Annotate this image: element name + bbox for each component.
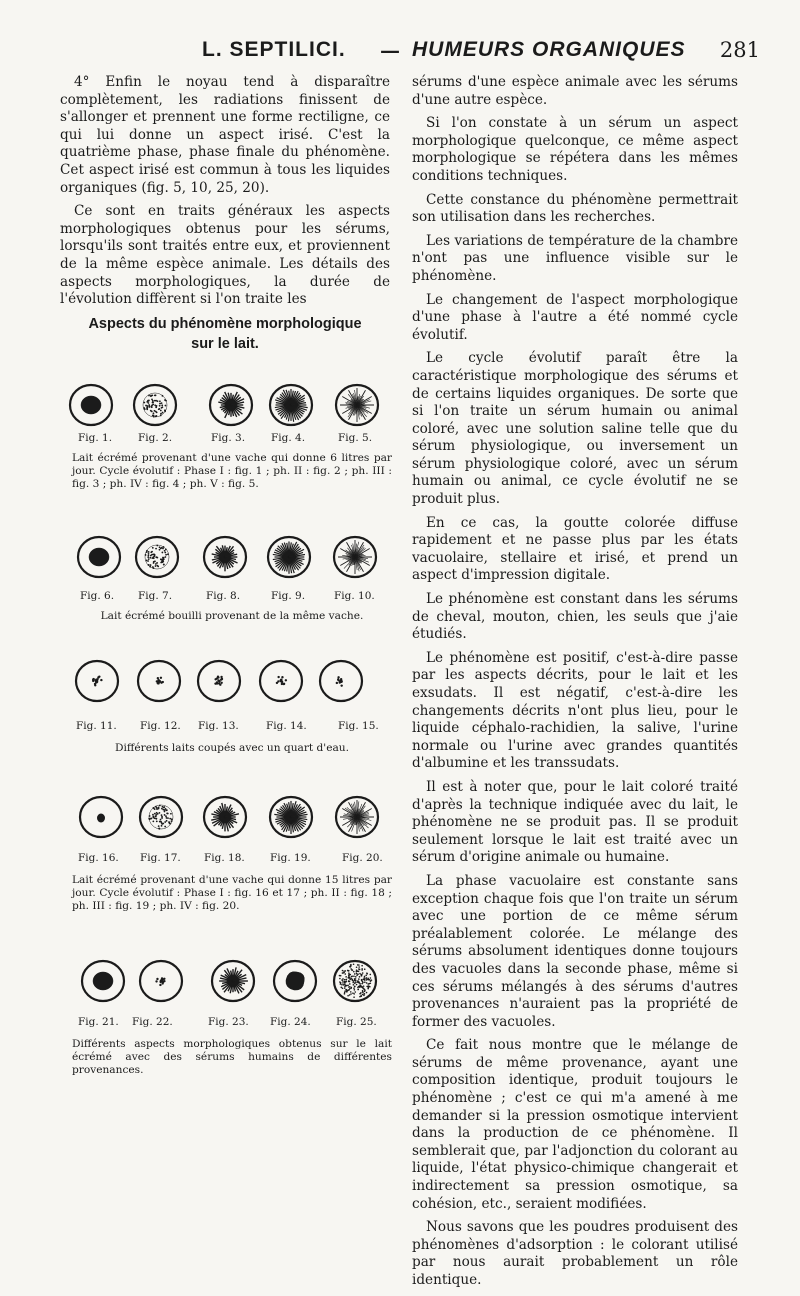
fig-label: Fig. 19. bbox=[270, 852, 311, 864]
fig-label: Fig. 2. bbox=[138, 432, 173, 444]
fig-drawing bbox=[330, 532, 380, 582]
figure-caption: Lait écrémé provenant d'une vache qui donne 6 litres par jour. Cycle évolutif : Phase I : fig. 1 ; ph. II : fig. 2 ; ph. III : fig. 3 ; ph. IV : fig. 4 ; ph. V : fig. 5. bbox=[72, 452, 392, 490]
figure-title bbox=[60, 314, 390, 354]
header-title: HUMEURS ORGANIQUES bbox=[412, 38, 686, 61]
fig-drawing bbox=[332, 380, 382, 430]
right-paragraph: En ce cas, la goutte colorée diffuse rapidement et ne passe plus par les états vacuolaire, stellaire et irisé, et prend un aspect d'impression digitale. bbox=[412, 514, 738, 584]
fig-drawing bbox=[72, 656, 122, 706]
fig-drawing bbox=[132, 532, 182, 582]
figure-caption: Lait écrémé bouilli provenant de la même vache. bbox=[100, 610, 364, 622]
fig-drawing bbox=[66, 380, 116, 430]
drop-drawing bbox=[330, 532, 380, 582]
right-paragraph: Le phénomène est constant dans les sérums de cheval, mouton, chien, les seuls que j'aie étudiés. bbox=[412, 591, 738, 643]
left-column bbox=[60, 74, 390, 315]
right-paragraph: Cette constance du phénomène permettrait son utilisation dans les recherches. bbox=[412, 191, 738, 226]
drop-drawing bbox=[200, 532, 250, 582]
fig-drawing bbox=[266, 792, 316, 842]
drop-drawing bbox=[316, 656, 366, 706]
drop-drawing bbox=[132, 532, 182, 582]
fig-drawing bbox=[332, 792, 382, 842]
drop-drawing bbox=[76, 792, 126, 842]
fig-drawing bbox=[208, 956, 258, 1006]
right-paragraph: Le phénomène est positif, c'est-à-dire passe par les aspects décrits, pour le lait et les exsudats. Il est négatif, c'est-à-dire les changements décrits n'ont plus lieu, pour le liquide céphalo-rachidien, la salive, l'urine normale ou l'urine avec grandes quantités d'albumine et les transsudats. bbox=[412, 649, 738, 772]
drop-drawing bbox=[134, 656, 184, 706]
right-paragraph: Il est à noter que, pour le lait coloré traité d'après la technique indiquée avec du lait, le phénomène ne se produit pas. Il se produit seulement lorsque le lait est traité avec un sérum d'origine animale ou humaine. bbox=[412, 778, 738, 866]
fig-label: Fig. 10. bbox=[334, 590, 375, 602]
fig-label: Fig. 18. bbox=[204, 852, 245, 864]
header-author: L. SEPTILICI. bbox=[202, 38, 346, 61]
figure-label-row bbox=[66, 432, 386, 446]
figure-row bbox=[66, 956, 386, 1006]
running-header bbox=[60, 38, 760, 66]
fig-label: Fig. 17. bbox=[140, 852, 181, 864]
fig-drawing bbox=[76, 792, 126, 842]
fig-label: Fig. 9. bbox=[271, 590, 306, 602]
fig-drawing bbox=[200, 792, 250, 842]
drop-drawing bbox=[256, 656, 306, 706]
fig-drawing bbox=[194, 656, 244, 706]
figure-row bbox=[66, 792, 386, 842]
right-paragraph: sérums d'une espèce animale avec les sérums d'une autre espèce. bbox=[412, 74, 738, 108]
fig-drawing bbox=[78, 956, 128, 1006]
fig-label: Fig. 16. bbox=[78, 852, 119, 864]
drop-drawing bbox=[208, 956, 258, 1006]
figure-label-row bbox=[66, 852, 386, 866]
figure-row bbox=[66, 380, 386, 430]
fig-drawing bbox=[134, 656, 184, 706]
right-paragraph: Le cycle évolutif paraît être la caractéristique morphologique des sérums et de certains liquides organiques. De sorte que si l'on traite un sérum humain ou animal coloré, avec une solution saline telle que du sérum physiologique, ou inversement un sérum physiologique coloré, avec un sérum humain ou animal, ce cycle évolutif ne se produit plus. bbox=[412, 350, 738, 508]
fig-drawing bbox=[74, 532, 124, 582]
fig-label: Fig. 7. bbox=[138, 590, 173, 602]
fig-drawing bbox=[206, 380, 256, 430]
figure-label-row bbox=[66, 720, 386, 734]
fig-label: Fig. 21. bbox=[78, 1016, 119, 1028]
figure-caption: Différents laits coupés avec un quart d'eau. bbox=[115, 742, 349, 754]
right-paragraph: Ce fait nous montre que le mélange de sérums de même provenance, ayant une composition identique, produit toujours le phénomène ; c'est ce qui m'a amené à me demander si la pression osmotique intervient dans la production de ce phénomène. Il semblerait que, par l'adjonction du colorant au liquide, l'état physico-chimique changerait et indirectement sa pression osmotique, sa cohésion, etc., seraient modifiées. bbox=[412, 1037, 738, 1212]
figure-title-line: Aspects du phénomène morphologique bbox=[88, 316, 362, 332]
fig-drawing bbox=[136, 792, 186, 842]
figure-caption: Lait écrémé provenant d'une vache qui donne 15 litres par jour. Cycle évolutif : Phase I : fig. 16 et 17 ; ph. II : fig. 18 ; ph. III : fig. 19 ; ph. IV : fig. 20. bbox=[72, 874, 392, 912]
left-paragraph: Ce sont en traits généraux les aspects morphologiques obtenus pour les sérums, lorsqu'ils sont traités entre eux, et proviennent de la même espèce animale. Les détails des aspects morphologiques, la durée de l'évolution diffèrent si l'on traite les bbox=[60, 203, 390, 308]
drop-drawing bbox=[72, 656, 122, 706]
right-paragraph: Les variations de température de la chambre n'ont pas une influence visible sur le phénomène. bbox=[412, 232, 738, 284]
fig-label: Fig. 3. bbox=[211, 432, 246, 444]
fig-drawing bbox=[270, 956, 320, 1006]
fig-label: Fig. 5. bbox=[338, 432, 373, 444]
fig-label: Fig. 14. bbox=[266, 720, 307, 732]
drop-drawing bbox=[136, 956, 186, 1006]
fig-label: Fig. 20. bbox=[342, 852, 383, 864]
drop-drawing bbox=[136, 792, 186, 842]
drop-drawing bbox=[332, 380, 382, 430]
fig-label: Fig. 25. bbox=[336, 1016, 377, 1028]
drop-drawing bbox=[206, 380, 256, 430]
fig-label: Fig. 15. bbox=[338, 720, 379, 732]
fig-drawing bbox=[130, 380, 180, 430]
left-paragraph: 4° Enfin le noyau tend à disparaître complètement, les radiations finissent de s'allonger et prennent une forme rectiligne, ce qui lui donne un aspect irisé. C'est la quatrième phase, phase finale du phénomène. Cet aspect irisé est commun à tous les liquides organiques (fig. 5, 10, 25, 20). bbox=[60, 74, 390, 196]
fig-label: Fig. 8. bbox=[206, 590, 241, 602]
right-paragraph: Le changement de l'aspect morphologique d'une phase à l'autre a été nommé cycle évolutif. bbox=[412, 291, 738, 343]
drop-drawing bbox=[200, 792, 250, 842]
fig-label: Fig. 6. bbox=[80, 590, 115, 602]
drop-drawing bbox=[270, 956, 320, 1006]
drop-drawing bbox=[78, 956, 128, 1006]
fig-drawing bbox=[330, 956, 380, 1006]
fig-label: Fig. 23. bbox=[208, 1016, 249, 1028]
figure-label-row bbox=[66, 590, 386, 604]
figure-row bbox=[66, 656, 386, 706]
fig-label: Fig. 4. bbox=[271, 432, 306, 444]
fig-drawing bbox=[256, 656, 306, 706]
fig-label: Fig. 22. bbox=[132, 1016, 173, 1028]
right-column bbox=[412, 74, 738, 1296]
drop-drawing bbox=[266, 380, 316, 430]
drop-drawing bbox=[266, 792, 316, 842]
right-paragraph: Si l'on constate à un sérum un aspect morphologique quelconque, ce même aspect morphologique se répétera dans les mêmes conditions techniques. bbox=[412, 115, 738, 184]
right-paragraph: Nous savons que les poudres produisent des phénomènes d'adsorption : le colorant utilisé par nous aurait probablement un rôle identique. bbox=[412, 1219, 738, 1288]
fig-label: Fig. 13. bbox=[198, 720, 239, 732]
drop-drawing bbox=[66, 380, 116, 430]
fig-label: Fig. 24. bbox=[270, 1016, 311, 1028]
fig-drawing bbox=[136, 956, 186, 1006]
drop-drawing bbox=[130, 380, 180, 430]
fig-drawing bbox=[266, 380, 316, 430]
fig-drawing bbox=[264, 532, 314, 582]
drop-drawing bbox=[330, 956, 380, 1006]
figure-caption: Différents aspects morphologiques obtenus sur le lait écrémé avec des sérums humains de différentes provenances. bbox=[72, 1038, 392, 1076]
figure-label-row bbox=[66, 1016, 386, 1030]
fig-drawing bbox=[316, 656, 366, 706]
fig-label: Fig. 11. bbox=[76, 720, 117, 732]
page-number: 281 bbox=[719, 38, 760, 62]
drop-drawing bbox=[264, 532, 314, 582]
drop-drawing bbox=[194, 656, 244, 706]
figure-title-line: sur le lait. bbox=[191, 336, 259, 352]
fig-label: Fig. 12. bbox=[140, 720, 181, 732]
figure-row bbox=[66, 532, 386, 582]
drop-drawing bbox=[332, 792, 382, 842]
fig-label: Fig. 1. bbox=[78, 432, 113, 444]
right-paragraph: La phase vacuolaire est constante sans exception chaque fois que l'on traite un sérum avec une portion de ce même sérum préalablement colorée. Le mélange des sérums absolument identiques donne toujours des vacuoles dans la seconde phase, même si ces sérums mélangés à des sérums d'autres provenances n'auraient pas la propriété de former des vacuoles. bbox=[412, 872, 738, 1030]
drop-drawing bbox=[74, 532, 124, 582]
fig-drawing bbox=[200, 532, 250, 582]
header-dash: — bbox=[380, 38, 400, 62]
